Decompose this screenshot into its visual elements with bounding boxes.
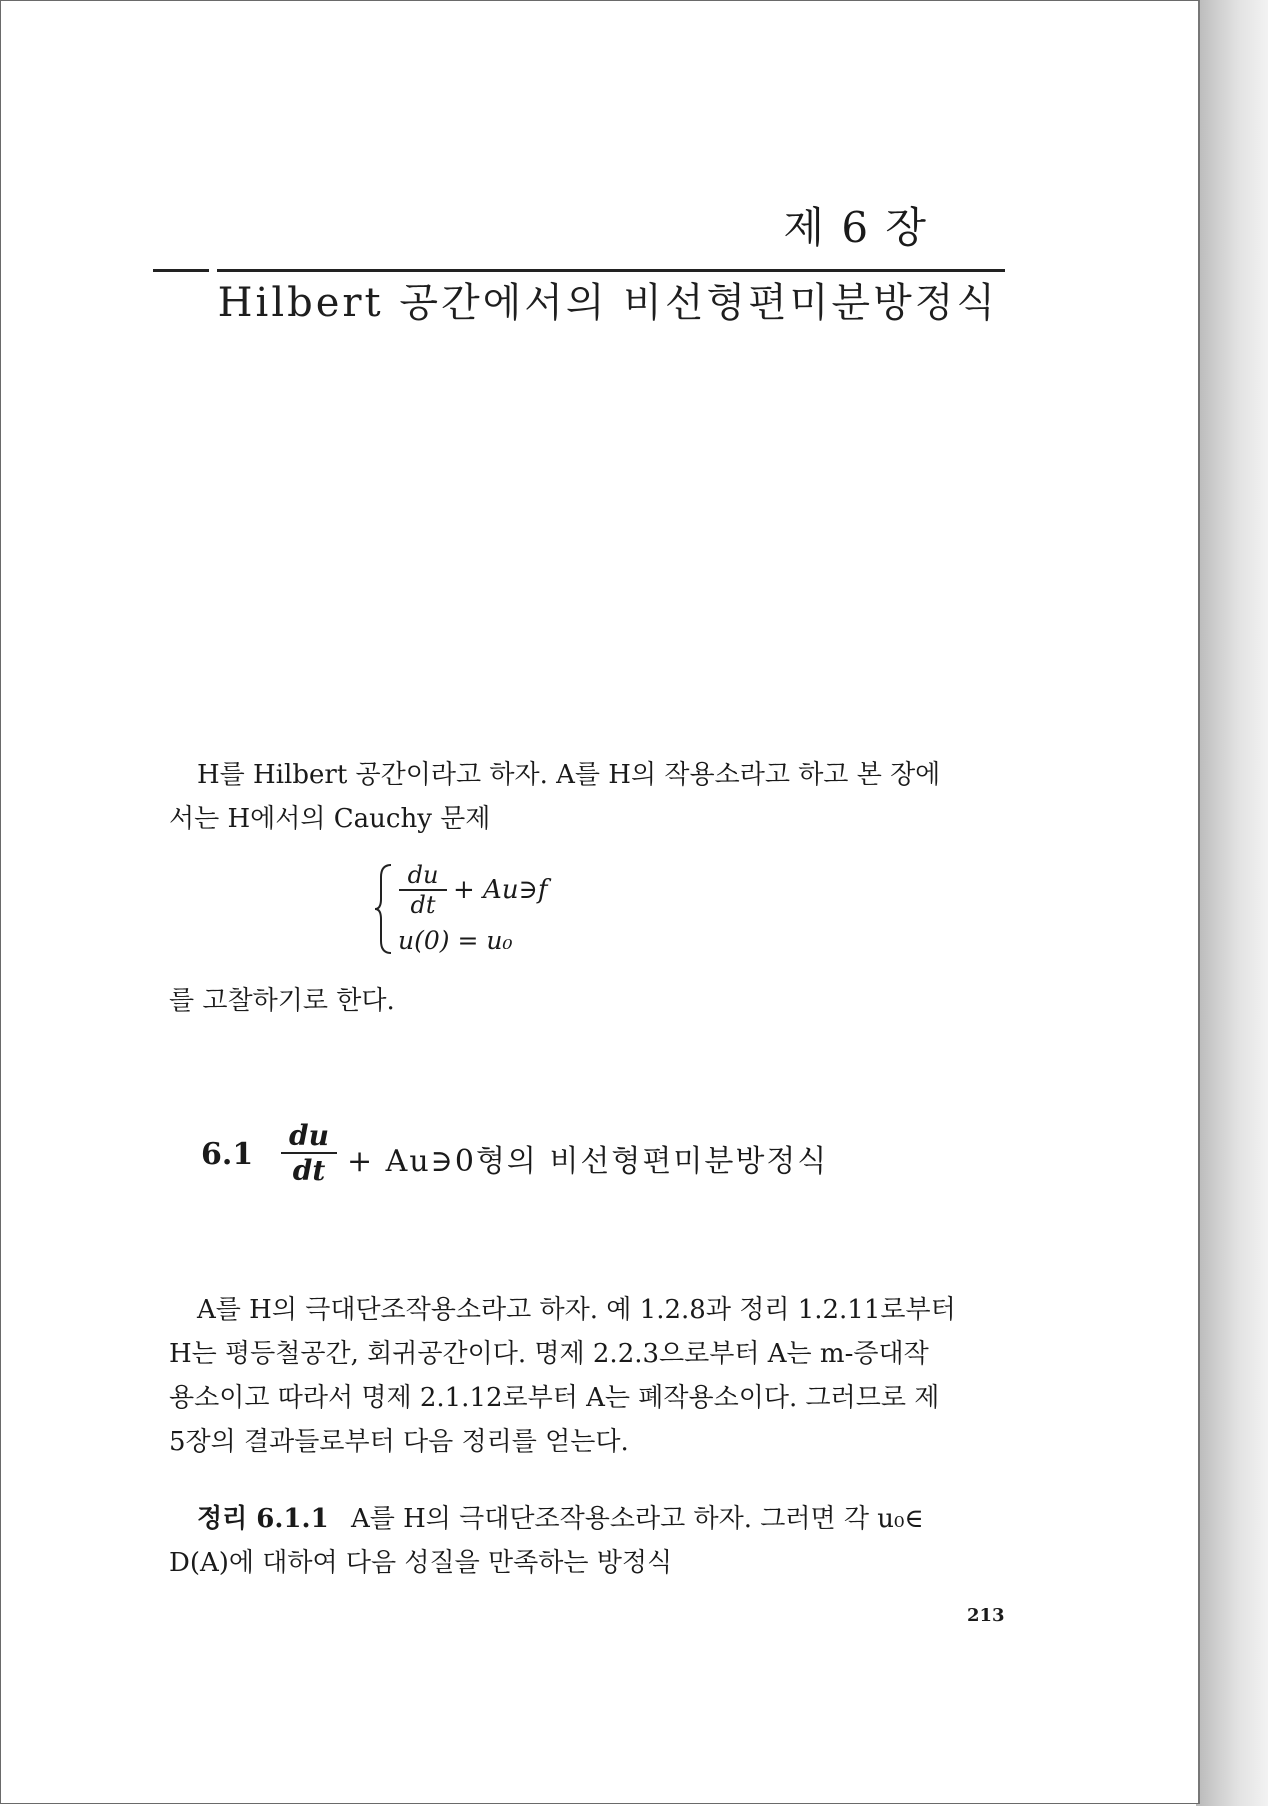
section-fraction (281, 1119, 337, 1187)
intro-line-2: 서는 H에서의 Cauchy 문제 (169, 804, 491, 834)
theorem-line-2: D(A)에 대하여 다음 성질을 만족하는 방정식 (169, 1548, 673, 1578)
body-line-2: H는 평등철공간, 회귀공간이다. 명제 2.2.3으로부터 A는 m-증대작 (169, 1339, 929, 1369)
chapter-rule-gap (209, 267, 217, 274)
system-brace (373, 863, 395, 955)
cauchy-equation-2: u(0) = u₀ (398, 926, 513, 955)
page-edge-shadow (1196, 0, 1268, 1806)
section-fraction-denominator: dt (292, 1154, 326, 1187)
body-line-3: 용소이고 따라서 명제 2.1.12로부터 A는 폐작용소이다. 그러므로 제 (169, 1383, 940, 1413)
fraction-denominator: dt (410, 891, 436, 919)
cauchy-equation-1: + Au∋f (453, 875, 548, 905)
theorem-line-1 (197, 1498, 924, 1535)
chapter-title: Hilbert 공간에서의 비선형편미분방정식 (217, 280, 998, 326)
chapter-number: 제 6 장 (783, 203, 928, 252)
fraction-numerator: du (407, 861, 439, 889)
theorem-text-1: A를 H의 극대단조작용소라고 하자. 그러면 각 u₀∈ (350, 1504, 924, 1534)
intro-line-1: H를 Hilbert 공간이라고 하자. A를 H의 작용소라고 하고 본 장에 (197, 760, 941, 790)
theorem-label: 정리 6.1.1 (197, 1504, 329, 1534)
section-number: 6.1 (201, 1137, 254, 1172)
body-line-4: 5장의 결과들로부터 다음 정리를 얻는다. (169, 1427, 629, 1457)
cauchy-fraction (399, 861, 447, 919)
page-number: 213 (967, 1605, 1005, 1626)
section-title: + Au∋0형의 비선형편미분방정식 (347, 1144, 829, 1179)
intro-line-3: 를 고찰하기로 한다. (169, 986, 395, 1016)
section-fraction-numerator: du (289, 1119, 329, 1152)
body-line-1: A를 H의 극대단조작용소라고 하자. 예 1.2.8과 정리 1.2.11로부터 (197, 1295, 956, 1325)
